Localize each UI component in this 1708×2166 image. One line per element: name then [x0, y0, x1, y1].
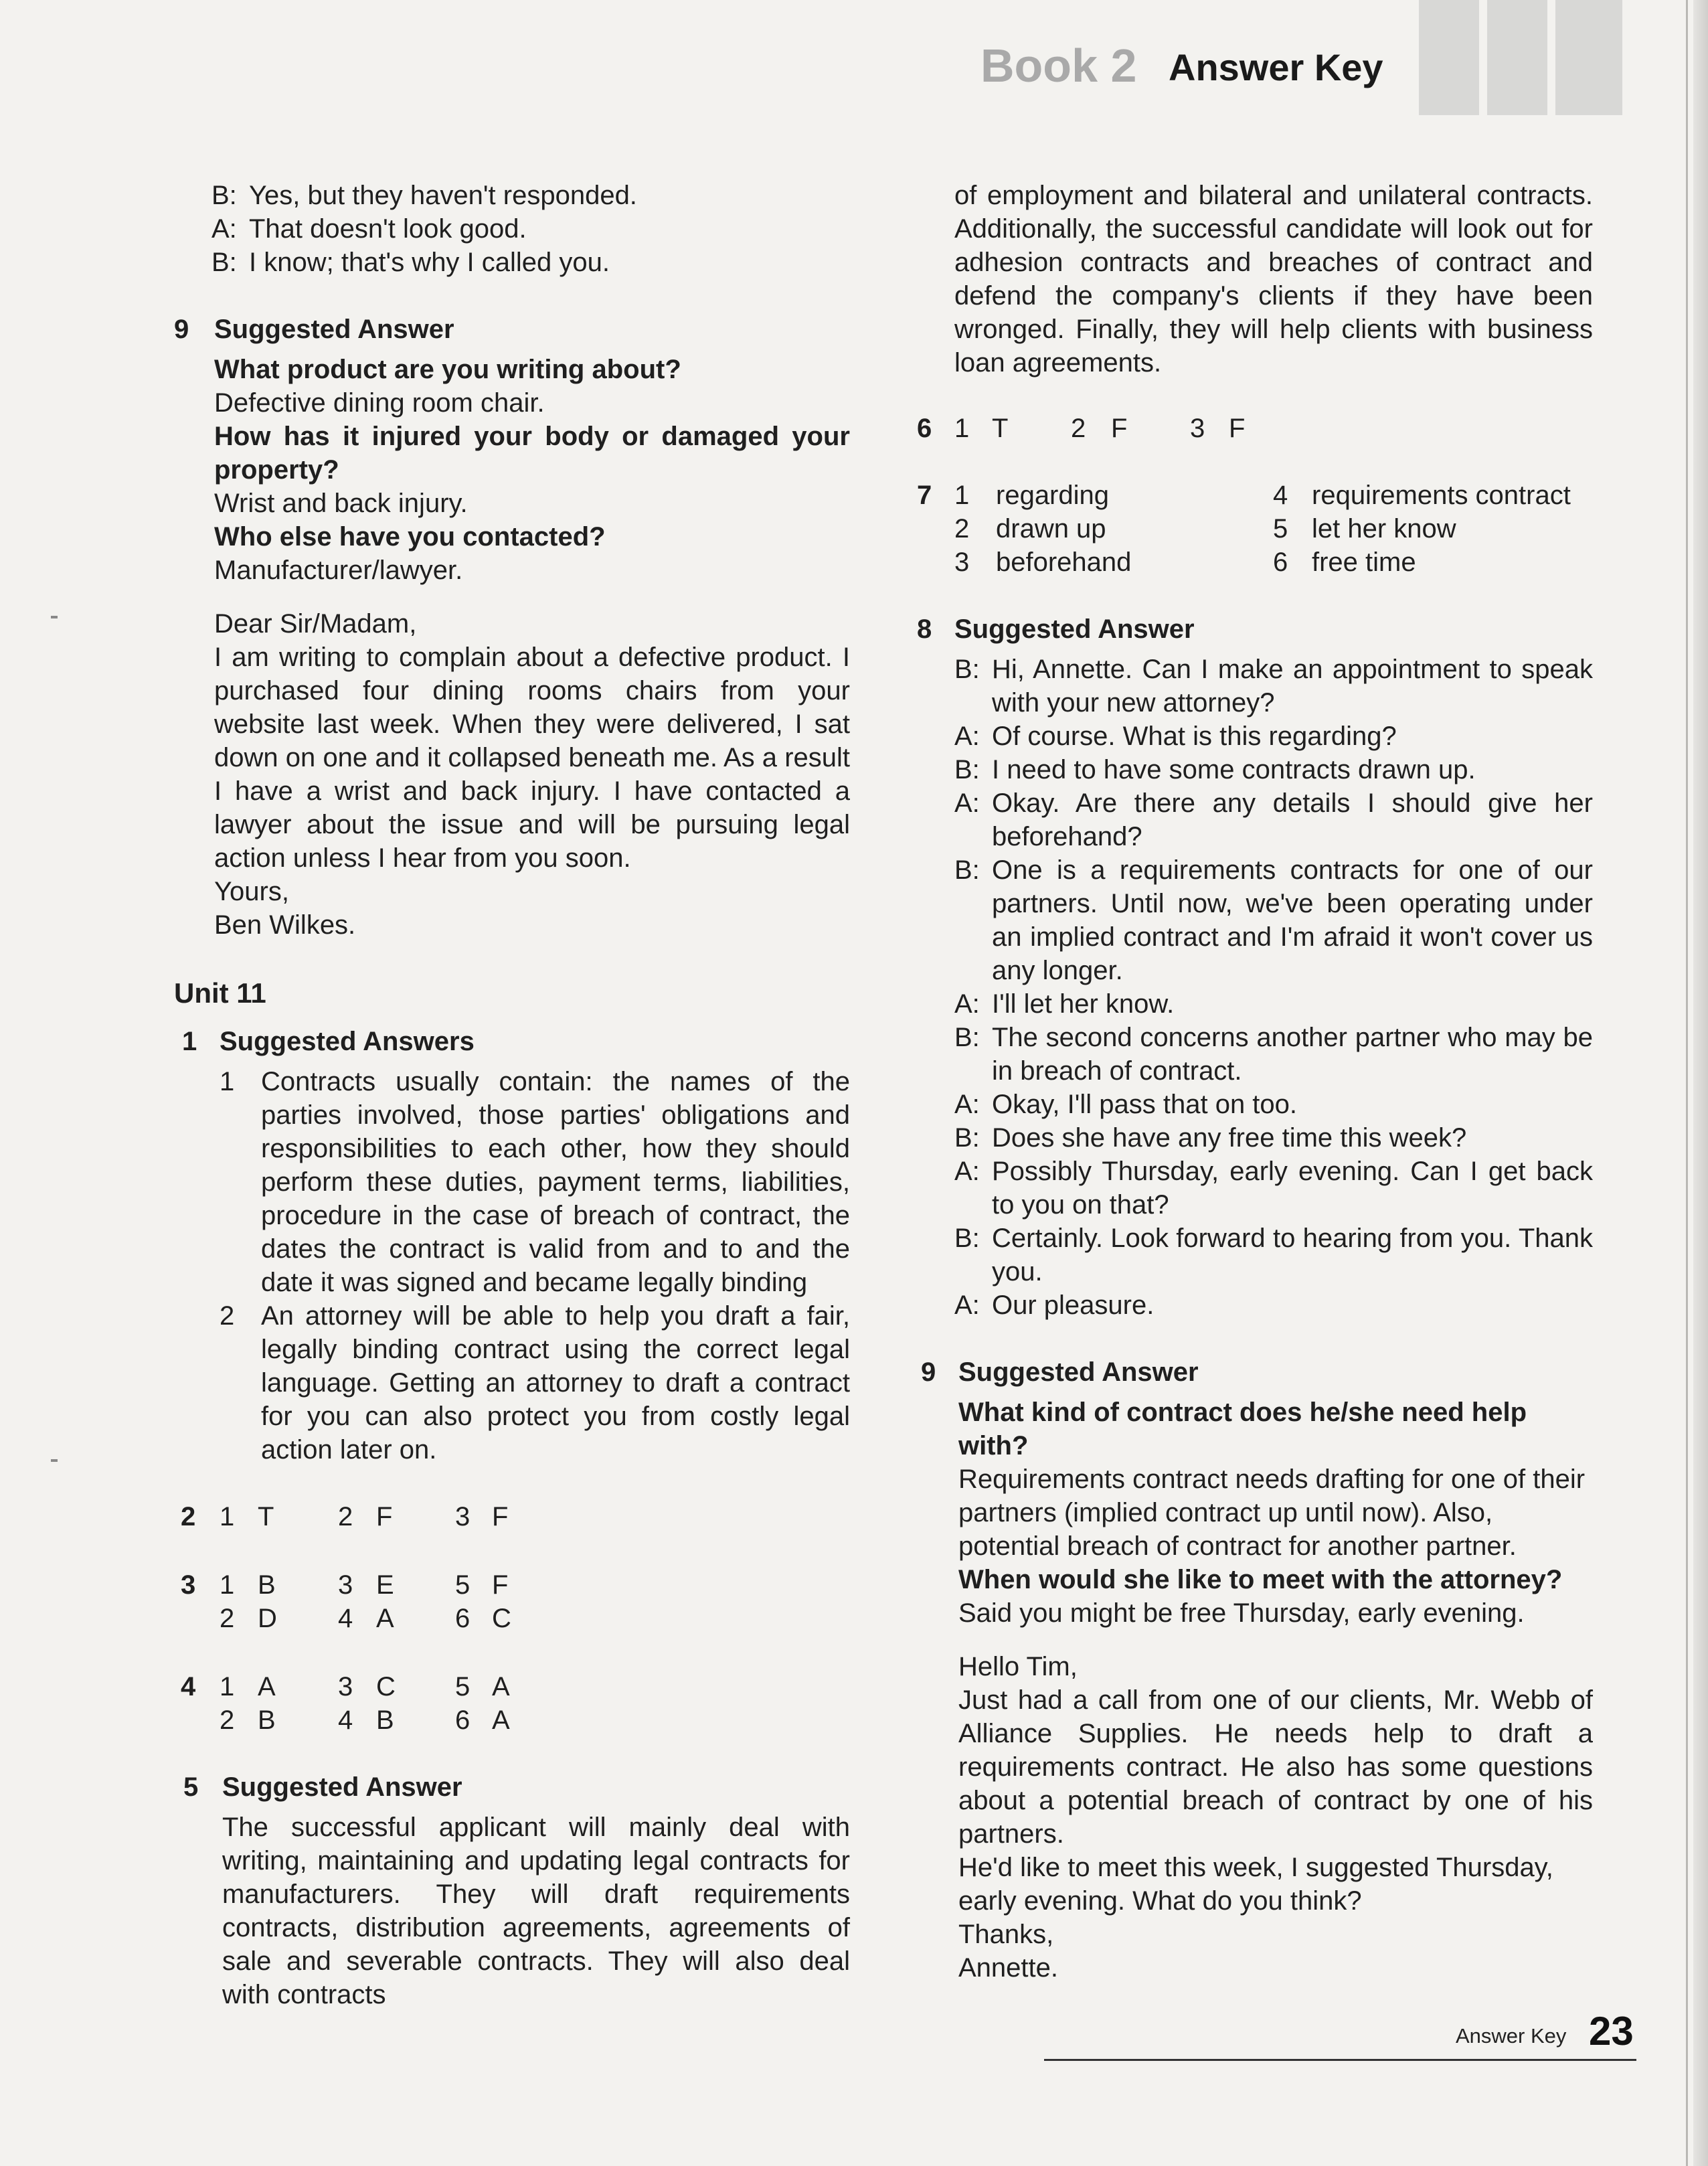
speaker-label: B:: [954, 655, 980, 684]
page-number: 23: [1589, 2009, 1634, 2054]
item-answer: free time: [1312, 548, 1416, 577]
item-answer: A: [258, 1672, 276, 1701]
speaker-label: B:: [954, 1224, 980, 1253]
question: What kind of contract does he/she need help with?: [958, 1398, 1527, 1461]
question: When would she like to meet with the attorney?: [958, 1565, 1563, 1594]
exercise-3: [174, 1568, 850, 1635]
exercise-9-left: [174, 313, 850, 942]
answer: Wrist and back injury.: [214, 489, 468, 518]
page-edge: [1693, 0, 1708, 2166]
exercise-number: 7: [917, 481, 932, 510]
email-reply: [958, 1650, 1593, 1985]
speaker-label: A:: [211, 214, 237, 244]
dialogue-line: [211, 212, 850, 246]
speaker-label: A:: [954, 1290, 980, 1320]
item-number: 3: [1190, 414, 1205, 443]
item-answer: C: [492, 1604, 511, 1633]
answer-row: [174, 1670, 850, 1703]
dialogue-text: Certainly. Look forward to hearing from you. Thank you.: [992, 1224, 1593, 1286]
exercise-title: Suggested Answer: [214, 315, 454, 344]
item-number: 6: [455, 1705, 471, 1735]
dialogue-line: [954, 753, 1593, 786]
dialogue-text: I'll let her know.: [992, 989, 1175, 1019]
answer-row: [917, 546, 1593, 579]
dialogue-line: [954, 987, 1593, 1021]
item-number: 3: [455, 1502, 471, 1531]
dialogue-text: That doesn't look good.: [249, 214, 527, 244]
exercise-5: [174, 1770, 850, 2011]
left-column: [174, 179, 850, 2011]
item-number: 3: [338, 1570, 353, 1600]
item-number: 3: [954, 548, 970, 577]
dialogue-end: [211, 179, 850, 279]
item-number: 5: [455, 1672, 471, 1701]
item-number: 1: [954, 414, 970, 443]
item-number: 2: [954, 514, 970, 544]
exercise-7: [917, 479, 1593, 579]
dialogue-line: [954, 786, 1593, 853]
dialogue-text: The second concerns another partner who may be in breach of contract.: [992, 1023, 1593, 1086]
exercise-1: [174, 1025, 850, 1467]
speaker-label: A:: [954, 989, 980, 1019]
speaker-label: B:: [211, 181, 237, 210]
item-number: 2: [220, 1705, 235, 1735]
item-number: 4: [338, 1705, 353, 1735]
item-answer: A: [492, 1705, 510, 1735]
item-number: 1: [220, 1570, 235, 1600]
dialogue-line: [954, 1088, 1593, 1121]
item-answer: F: [492, 1570, 509, 1600]
dialogue-text: Okay. Are there any details I should give her beforehand?: [992, 788, 1593, 851]
exercise-number: 8: [917, 614, 932, 644]
item-number: 2: [338, 1502, 353, 1531]
item-answer: requirements contract: [1312, 481, 1571, 510]
item-answer: F: [376, 1502, 393, 1531]
exercise-number: 3: [181, 1570, 196, 1600]
margin-mark: [51, 616, 58, 618]
item-number: 5: [1273, 514, 1288, 544]
item-answer: F: [1111, 414, 1128, 443]
question: How has it injured your body or damaged your property?: [214, 422, 850, 485]
answer-row: [174, 1500, 850, 1533]
email-body: He'd like to meet this week, I suggested Thursday, early evening. What do you think?: [958, 1853, 1553, 1916]
exercise-title: Suggested Answers: [220, 1027, 475, 1056]
footer-rule: [1044, 2059, 1636, 2061]
item-number: 1: [954, 481, 970, 510]
item-answer: E: [376, 1570, 394, 1600]
exercise-number: 1: [182, 1027, 197, 1056]
dialogue-line: [954, 720, 1593, 753]
exercise-8: [917, 612, 1593, 1322]
item-answer: F: [1229, 414, 1246, 443]
speaker-label: B:: [954, 1123, 980, 1153]
item-answer: B: [258, 1705, 276, 1735]
email-greeting: Hello Tim,: [958, 1652, 1078, 1681]
answer-item: [220, 1299, 850, 1467]
answer: Said you might be free Thursday, early evening.: [958, 1598, 1525, 1628]
speaker-label: B:: [954, 855, 980, 885]
answer-text-continued: of employment and bilateral and unilateral contracts. Additionally, the successful candidate will look out for adhesion contracts and breaches of contract and defend the company's clients if they have been wronged. Finally, they will help clients with business loan agreements.: [954, 181, 1593, 378]
item-number: 2: [220, 1604, 235, 1633]
dialogue-line: [954, 653, 1593, 720]
item-number: 2: [1071, 414, 1086, 443]
item-number: 2: [220, 1301, 235, 1331]
answer: Manufacturer/lawyer.: [214, 556, 463, 585]
answer-row: [917, 479, 1593, 512]
dialogue-text: Yes, but they haven't responded.: [249, 181, 637, 210]
item-answer: let her know: [1312, 514, 1456, 544]
exercise-number: 9: [921, 1357, 936, 1387]
item-answer: drawn up: [996, 514, 1106, 544]
answer-key-title: Answer Key: [1169, 46, 1383, 88]
speaker-label: A:: [954, 1157, 980, 1186]
book-title: Book 2: [980, 39, 1137, 92]
item-answer: D: [258, 1604, 277, 1633]
item-number: 1: [220, 1672, 235, 1701]
dialogue-line: [954, 1222, 1593, 1288]
exercise-2: [174, 1500, 850, 1533]
item-answer: A: [376, 1604, 394, 1633]
item-number: 4: [1273, 481, 1288, 510]
page-edge-line: [1686, 0, 1688, 2166]
complaint-letter: [214, 607, 850, 942]
speaker-label: B:: [954, 1023, 980, 1052]
exercise-number: 5: [183, 1772, 199, 1802]
exercise-number: 4: [181, 1672, 196, 1701]
dialogue-text: Does she have any free time this week?: [992, 1123, 1467, 1153]
item-text: Contracts usually contain: the names of the parties involved, those parties' obligations and responsibilities to each other, how they should perform these duties, payment terms, liabilities, procedure in the case of breach of contract, the dates the contract is valid from and to and the date it was signed and became legally binding: [261, 1067, 850, 1297]
item-number: 6: [455, 1604, 471, 1633]
letter-signature: Ben Wilkes.: [214, 910, 356, 940]
unit-heading: Unit 11: [174, 977, 266, 1009]
exercise-title: Suggested Answer: [222, 1772, 462, 1802]
letter-body: I am writing to complain about a defective product. I purchased four dining rooms chairs from your website last week. When they were delivered, I sat down on one and it collapsed beneath me. As a result I have a wrist and back injury. I have contacted a lawyer about the issue and will be pursuing legal action unless I hear from you soon.: [214, 643, 850, 873]
dialogue-line: [954, 1021, 1593, 1088]
exercise-title: Suggested Answer: [954, 614, 1195, 644]
dialogue: [954, 653, 1593, 1322]
exercise-9-right: [917, 1355, 1593, 1985]
item-answer: B: [258, 1570, 276, 1600]
header-tab-block: [1555, 0, 1622, 115]
answer-row: [174, 1568, 850, 1602]
exercise-6: [917, 412, 1593, 445]
answer-row: [174, 1602, 850, 1635]
exercise-number: 2: [181, 1502, 196, 1531]
letter-closing: Yours,: [214, 877, 289, 906]
email-body: Just had a call from one of our clients, Mr. Webb of Alliance Supplies. He needs help to draft a requirements contract. He also has some questions about a potential breach of contract by one of his partners.: [958, 1685, 1593, 1849]
answer-row: [917, 512, 1593, 546]
footer-label: Answer Key: [1456, 2024, 1567, 2048]
letter-salutation: Dear Sir/Madam,: [214, 609, 417, 639]
speaker-label: B:: [954, 755, 980, 784]
dialogue-line: [211, 179, 850, 212]
margin-mark: [51, 1459, 58, 1462]
dialogue-text: Our pleasure.: [992, 1290, 1155, 1320]
answer-item: [220, 1065, 850, 1299]
email-signature: Annette.: [958, 1953, 1059, 1983]
item-answer: T: [992, 414, 1009, 443]
dialogue-text: I need to have some contracts drawn up.: [992, 755, 1476, 784]
item-number: 6: [1273, 548, 1288, 577]
answer: Requirements contract needs drafting for one of their partners (implied contract up until now). Also, potential breach of contract for another partner.: [958, 1465, 1586, 1561]
item-number: 3: [338, 1672, 353, 1701]
exercise-number: 9: [174, 315, 189, 344]
dialogue-text: Of course. What is this regarding?: [992, 722, 1397, 751]
dialogue-text: I know; that's why I called you.: [249, 248, 610, 277]
dialogue-text: One is a requirements contracts for one of our partners. Until now, we've been operating under an implied contract and I'm afraid it won't cover us any longer.: [992, 855, 1593, 985]
speaker-label: A:: [954, 722, 980, 751]
answer-row: [917, 412, 1593, 445]
question: Who else have you contacted?: [214, 522, 606, 552]
dialogue-text: Hi, Annette. Can I make an appointment to speak with your new attorney?: [992, 655, 1593, 718]
item-number: 5: [455, 1570, 471, 1600]
item-answer: T: [258, 1502, 274, 1531]
dialogue-text: Possibly Thursday, early evening. Can I get back to you on that?: [992, 1157, 1593, 1220]
item-answer: regarding: [996, 481, 1110, 510]
item-number: 1: [220, 1502, 235, 1531]
dialogue-line: [211, 246, 850, 279]
item-answer: F: [492, 1502, 509, 1531]
item-text: An attorney will be able to help you draft a fair, legally binding contract using the correct legal language. Getting an attorney to draft a contract for you can also protect you from costly legal action later on.: [261, 1301, 850, 1465]
header-tab-block: [1487, 0, 1547, 115]
item-number: 4: [338, 1604, 353, 1633]
speaker-label: A:: [954, 788, 980, 818]
speaker-label: A:: [954, 1090, 980, 1119]
item-answer: C: [376, 1672, 396, 1701]
exercise-number: 6: [917, 414, 932, 443]
item-answer: B: [376, 1705, 394, 1735]
answer-text: The successful applicant will mainly deal with writing, maintaining and updating legal contracts for manufacturers. They will draft requirements contracts, distribution agreements, agreements of sale and severable contracts. They will also deal with contracts: [222, 1813, 850, 2009]
dialogue-text: Okay, I'll pass that on too.: [992, 1090, 1298, 1119]
exercise-4: [174, 1670, 850, 1737]
speaker-label: B:: [211, 248, 237, 277]
dialogue-line: [954, 853, 1593, 987]
answer-row: [174, 1703, 850, 1737]
item-answer: beforehand: [996, 548, 1132, 577]
answer: Defective dining room chair.: [214, 388, 545, 418]
header-tab-block: [1419, 0, 1479, 115]
dialogue-line: [954, 1288, 1593, 1322]
right-column: [917, 179, 1593, 1985]
email-closing: Thanks,: [958, 1920, 1054, 1949]
item-answer: A: [492, 1672, 510, 1701]
dialogue-line: [954, 1155, 1593, 1222]
dialogue-line: [954, 1121, 1593, 1155]
exercise-title: Suggested Answer: [958, 1357, 1199, 1387]
item-number: 1: [220, 1067, 235, 1096]
question: What product are you writing about?: [214, 355, 681, 384]
